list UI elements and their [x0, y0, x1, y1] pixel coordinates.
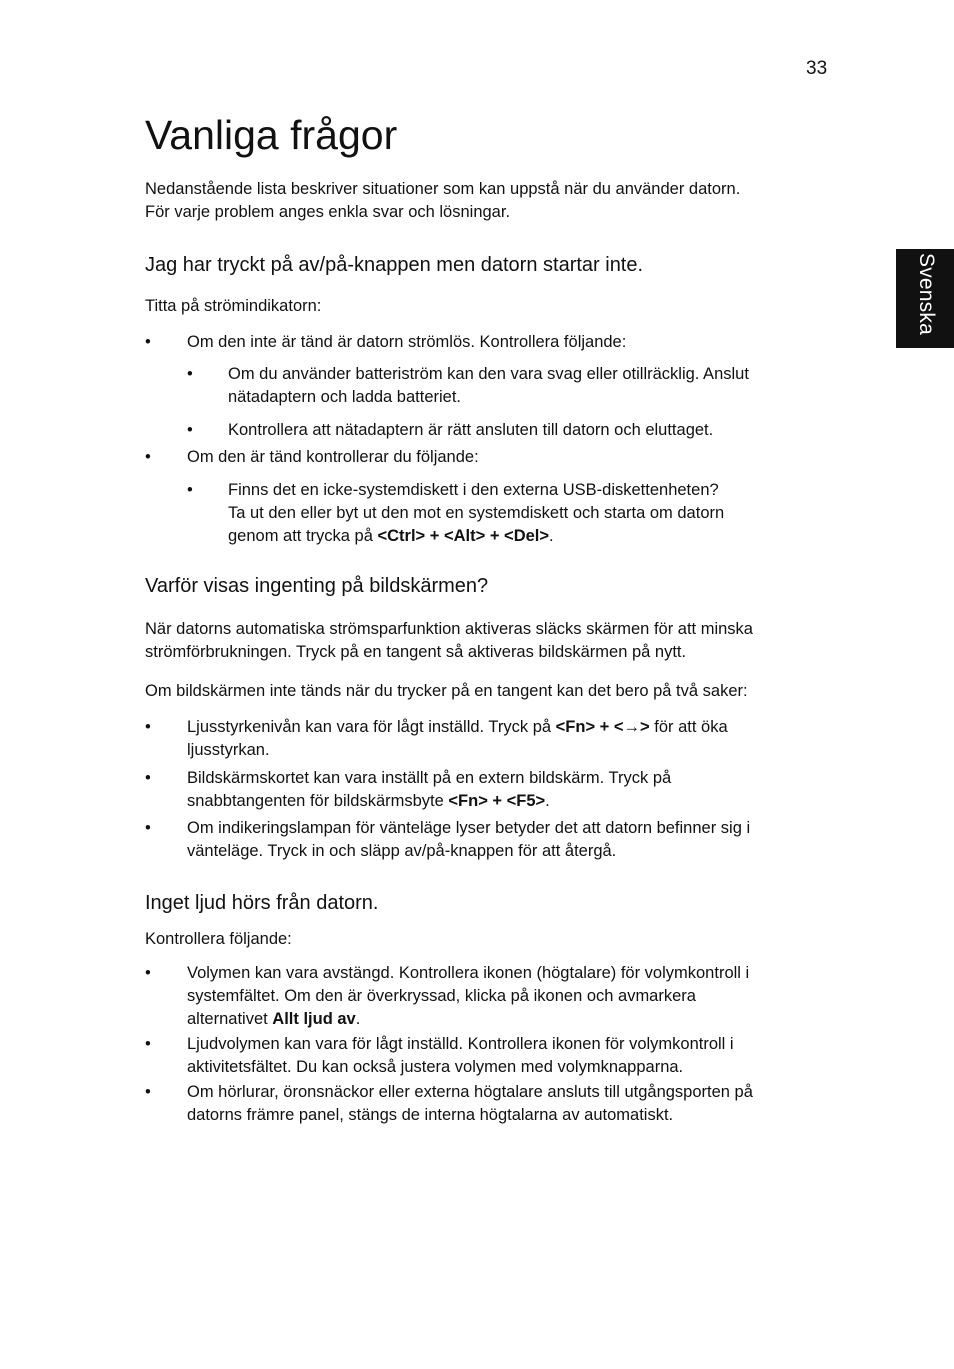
bullet-marker: • [145, 1083, 151, 1101]
text-line: Om indikeringslampan för vänteläge lyser betyder det att datorn befinner sig i [187, 819, 751, 837]
text-line: ljusstyrkan. [187, 741, 270, 759]
text-line: datorns främre panel, stängs de interna högtalarna av automatiskt. [187, 1106, 674, 1124]
list-item [187, 1033, 837, 1079]
text-run: för att öka [649, 718, 728, 736]
sub-bullet-marker: • [187, 365, 193, 383]
text-line: Ljudvolymen kan vara för lågt inställd. Kontrollera ikonen för volymkontroll i [187, 1035, 734, 1053]
section-paragraph [145, 618, 835, 664]
text-run: alternativet [187, 1010, 273, 1028]
section-heading-display: Varför visas ingenting på bildskärmen? [145, 575, 489, 597]
page-title: Vanliga frågor [145, 112, 398, 158]
text-line [187, 1008, 837, 1031]
text-run: . [355, 1010, 361, 1028]
section-heading-power: Jag har tryckt på av/på-knappen men datorn startar inte. [145, 254, 644, 276]
list-item [187, 962, 837, 1031]
text-line [187, 790, 837, 813]
page-number: 33 [806, 58, 828, 79]
text-line: vänteläge. Tryck in och släpp av/på-knappen för att återgå. [187, 842, 617, 860]
bullet-marker: • [145, 718, 151, 736]
list-item [187, 716, 837, 762]
section-heading-sound: Inget ljud hörs från datorn. [145, 892, 379, 914]
intro-paragraph [145, 178, 835, 224]
bullet-marker: • [145, 964, 151, 982]
key-combo: <Fn> + <→> [555, 718, 650, 736]
text-line: aktivitetsfältet. Du kan också justera volymen med volymknapparna. [187, 1058, 684, 1076]
text-run: snabbtangenten för bildskärmsbyte [187, 792, 449, 810]
text-line: strömförbrukningen. Tryck på en tangent så aktiveras bildskärmen på nytt. [145, 643, 687, 661]
sub-bullet-marker: • [187, 481, 193, 499]
sub-list-item: Kontrollera att nätadaptern är rätt ansluten till datorn och eluttaget. [228, 421, 714, 439]
option-name: Allt ljud av [272, 1010, 356, 1028]
text-line: systemfältet. Om den är överkryssad, klicka på ikonen och avmarkera [187, 987, 696, 1005]
language-tab-label: Svenska [915, 253, 938, 335]
section-paragraph: Om bildskärmen inte tänds när du trycker på en tangent kan det bero på två saker: [145, 682, 748, 700]
bullet-marker: • [145, 333, 151, 351]
list-item [187, 1081, 837, 1127]
text-line: Volymen kan vara avstängd. Kontrollera ikonen (högtalare) för volymkontroll i [187, 964, 750, 982]
list-item [187, 767, 837, 813]
text-line: Finns det en icke-systemdiskett i den externa USB-diskettenheten? [228, 481, 719, 499]
text-line [187, 716, 837, 739]
sub-list-item [228, 479, 828, 548]
intro-line: Nedanstående lista beskriver situationer som kan uppstå när du använder datorn. [145, 180, 741, 198]
intro-line: För varje problem anges enkla svar och lösningar. [145, 203, 511, 221]
bullet-marker: • [145, 769, 151, 787]
text-run: genom att trycka på [228, 527, 378, 545]
sub-bullet-marker: • [187, 421, 193, 439]
bullet-marker: • [145, 448, 151, 466]
text-run: . [545, 792, 550, 810]
section-lead: Kontrollera följande: [145, 930, 292, 948]
text-line [228, 525, 828, 548]
section-lead: Titta på strömindikatorn: [145, 297, 322, 315]
text-line: nätadaptern och ladda batteriet. [228, 388, 462, 406]
text-line: Ta ut den eller byt ut den mot en systemdiskett och starta om datorn [228, 504, 725, 522]
text-line: När datorns automatiska strömsparfunktion aktiveras släcks skärmen för att minska [145, 620, 753, 638]
language-tab [896, 249, 954, 348]
bullet-marker: • [145, 819, 151, 837]
text-run: . [549, 527, 554, 545]
list-item [187, 817, 837, 863]
key-combo: <Ctrl> + <Alt> + <Del> [377, 527, 550, 545]
list-item: Om den inte är tänd är datorn strömlös. Kontrollera följande: [187, 333, 627, 351]
bullet-marker: • [145, 1035, 151, 1053]
text-line: Bildskärmskortet kan vara inställt på en extern bildskärm. Tryck på [187, 769, 672, 787]
key-combo: <Fn> + <F5> [448, 792, 546, 810]
text-run: Ljusstyrkenivån kan vara för lågt inställd. Tryck på [187, 718, 556, 736]
text-line: Om du använder batteriström kan den vara svag eller otillräcklig. Anslut [228, 365, 749, 383]
sub-list-item [228, 363, 828, 409]
text-line: Om hörlurar, öronsnäckor eller externa högtalare ansluts till utgångsporten på [187, 1083, 753, 1101]
list-item: Om den är tänd kontrollerar du följande: [187, 448, 479, 466]
